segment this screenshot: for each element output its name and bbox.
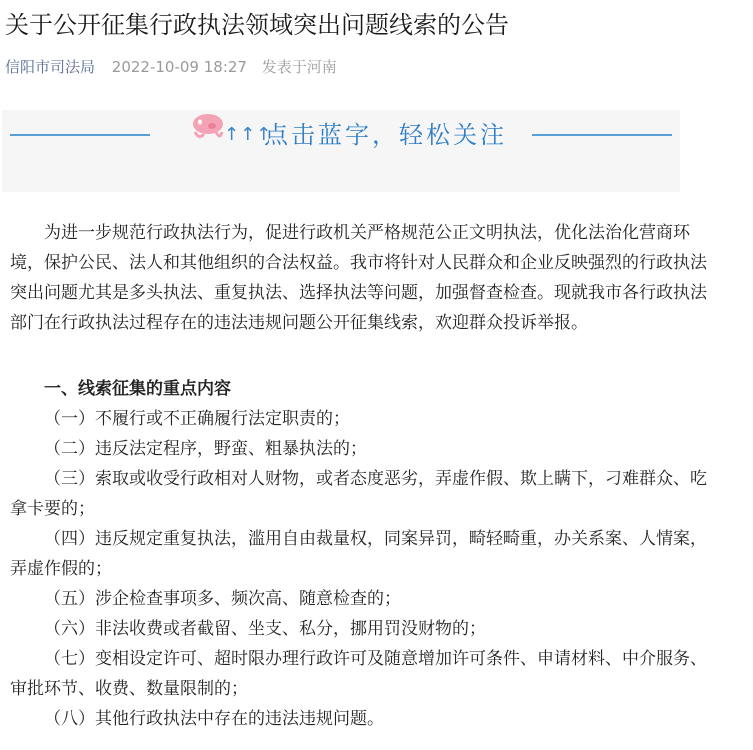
intro-paragraph: 为进一步规范行政执法行为，促进行政机关严格规范公正文明执法，优化法治化营商环境，保护公民、法人和其他组织的合法权益。我市将针对人民群众和企业反映强烈的行政执法突出问题尤其是多头执法、重复执法、选择执法等问题，加强督查检查。现就我市各行政执法部门在行政执法过程存在的违法违规问题公开征集线索，欢迎群众投诉举报。: [10, 223, 707, 333]
author-link[interactable]: 信阳市司法局: [5, 58, 96, 76]
paragraph-spacer: [10, 338, 715, 374]
section-heading: 一、线索征集的重点内容: [44, 379, 231, 399]
publish-location: 发表于河南: [261, 58, 337, 76]
arrow-up-icon: ↑↑↑: [224, 124, 273, 145]
banner-right-line: [532, 134, 672, 136]
list-item: （八）其他行政执法中存在的违法违规问题。: [44, 709, 384, 729]
follow-slogan: 点击蓝字，轻松关注: [264, 121, 507, 149]
follow-banner[interactable]: [2, 110, 680, 192]
banner-left-line: [10, 134, 150, 136]
article-body: [10, 218, 715, 734]
list-item: （三）索取或收受行政相对人财物，或者态度恶劣，弄虚作假、欺上瞒下，刁难群众、吃拿卡要的；: [10, 469, 707, 519]
list-item: （一）不履行或不正确履行法定职责的；: [44, 409, 350, 429]
publish-time: 2022-10-09 18:27: [111, 58, 247, 76]
list-item: （七）变相设定许可、超时限办理行政许可及随意增加许可条件、申请材料、中介服务、审批环节、收费、数量限制的；: [10, 649, 707, 699]
list-item: （二）违反法定程序，野蛮、粗暴执法的；: [44, 439, 367, 459]
list-item: （六）非法收费或者截留、坐支、私分，挪用罚没财物的；: [44, 619, 486, 639]
list-item: （四）违反规定重复执法，滥用自由裁量权，同案异罚，畸轻畸重，办关系案、人情案，弄虚作假的；: [10, 529, 707, 579]
article-meta: [5, 56, 337, 78]
list-item: （五）涉企检查事项多、频次高、随意检查的；: [44, 589, 401, 609]
article-title: 关于公开征集行政执法领域突出问题线索的公告: [5, 11, 509, 39]
pig-mascot-icon: [190, 110, 226, 146]
